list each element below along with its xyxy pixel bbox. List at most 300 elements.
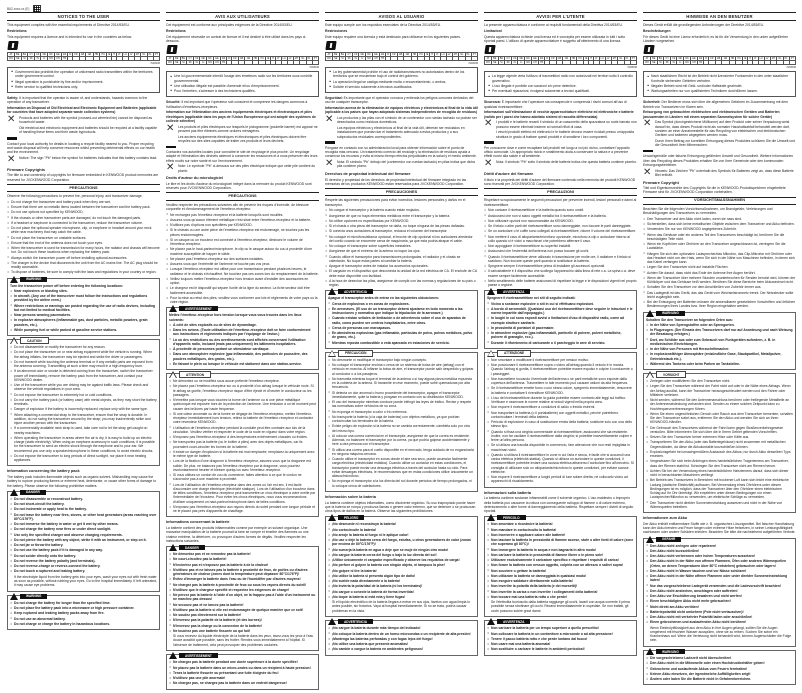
country-code-cell: [577, 61, 584, 65]
firmware-text: The title to and ownership of copyrights for firmware embedded in KENWOOD product memories are reserved for JVCKENWOOD Corporation.: [7, 173, 159, 182]
country-code-cell: [93, 57, 100, 61]
list-item: • En atmósferas explosivas (gas inflamable, partículas de polvo, polvos metálicos, polvo de grano, etc.).: [328, 331, 475, 340]
precautions-list: [643, 217, 796, 309]
list-item: • ¡No coloque la batería dentro de un horno microondas o un recipiente de alta presión!: [328, 632, 475, 636]
country-code-cell: HR: [571, 57, 576, 61]
battery-text: Der Akku enthält entflammbare Stoffe wie z. B. organisches Lösungsmittel. Bei falscher Handhabung kann der Akku bersten und Feuer fangen oder extreme Hitze freisetzen, in seiner Leistungsfähigkeit nachlassen oder andere Schäden erleiden. Beachten Sie bitte die nachstehend aufgeführten Verbote.: [643, 521, 796, 535]
firmware-text: Titel und Eigentumsrechte des Copyrights für die in KENWOOD-Produktspeichern eingebettete Firmware sind für JVCKENWOOD Corporation vorbehalten.: [643, 186, 786, 195]
list-item: • In Flugzeugen. (Der Einsatz des Transceivers darf nur auf Anordnung und nach Weisung der Besatzung erfolgen.): [646, 328, 793, 337]
warning-box: [325, 290, 478, 349]
list-item: • Non appoggiare il ricetrasmettitore su superfici instabili.: [484, 244, 637, 248]
list-item: • No transmita mientras toque el terminal de la antena o si hay alguna pieza metálica expuesta en la cubierta de la antena. Si transmite en ese momento, puede sufrir quemaduras por alta frecuencia.: [328, 377, 475, 390]
list-item: • ¡Mantenga las baterías perforadas y con fugas lejos del fuego!: [328, 637, 475, 641]
list-item: • In explosionsfähiger Atmosphäre (entzündliche Gase, Staubpartikel, Metallpulver, Getreidestaub etc.).: [646, 352, 793, 361]
restrictions-label: Restrictions: [166, 29, 186, 33]
list-item: • ¡No use o deje la batería cerca del fuego, estufas, u otros generadores de calor (zonas por encima de 80°C/176°F)!: [328, 538, 475, 547]
warning2-label: AVERTISSEMENT: [179, 653, 218, 658]
list-item: • Cuando utilice el transceptor para transmisiones prolongadas, el radiador y el chasis se calentarán. No toque estas partes al cambiar la batería.: [325, 255, 478, 264]
list-item: • Non utilizzare la batteria se danneggiata in qualsiasi modo!: [487, 574, 634, 578]
country-code-cell: CZ: [36, 53, 40, 56]
country-code-cell: TR: [699, 61, 703, 65]
list-item: • Non sostituire o caricare le batterie in ambienti pericolosi!: [487, 647, 634, 651]
list-item: • Non invertire la polarità della batteria (e dei morsetti)!: [487, 584, 634, 588]
country-code-cell: IE: [267, 57, 270, 61]
country-code-cell: EE: [56, 53, 60, 56]
list-item: • Do not leave the battery near fires, stoves, or other heat generators (areas reaching over 80°C/176°F).: [10, 513, 157, 522]
list-item: • Einen beschädigten Akku nicht mehr gebrauchen!: [646, 599, 793, 603]
country-code-cell: IS: [35, 57, 41, 61]
list-item: • À côté de sites explosifs ou de sites de dynamitage.: [169, 323, 316, 327]
list-item: • ¡No cargue la batería durante más tiempo del indicado!: [328, 626, 475, 630]
list-item: • Do not charge the battery for longer than the specified time.: [10, 601, 157, 605]
country-code-cell: FI: [705, 57, 708, 61]
notice-box: [643, 71, 796, 97]
list-item: • No transporte la batería (o la caja de baterías) con objetos metálicos, ya que podrían cortocircuitar los terminales de la batería.: [328, 415, 475, 424]
warning2-label: WARNING: [20, 594, 47, 599]
country-code-cell: ES: [540, 57, 544, 61]
weee-title: Entsorgung von gebrauchten elektrischen und elektronischen Geräten und Batterien (anzuwenden in Ländern mit einem separaten Sammelsystem für solche Geräte): [643, 110, 780, 119]
country-code-cell: HU: [419, 53, 423, 56]
country-row-1: [326, 53, 478, 57]
country-code-cell: [722, 61, 729, 65]
danger-box: [7, 491, 160, 592]
safety-text: Il est important que l'opérateur soit conscient et comprenne les dangers communs à l'utilisation d'émetteurs-récepteurs.: [166, 100, 308, 109]
safety-text: It is important that the operator is aware of, and understands, hazards common to the operation of any transceiver.: [7, 96, 148, 105]
list-item: • Transportieren Sie den Akku (oder das Batteriegehäuse) nicht zusammen mit metallischen Gegenständen, da diese die Akkukontakte kurzschließen können.: [646, 440, 793, 449]
list-item: • Wenn der Transceiver über mehrere Stunden ununterbrochen für Senden benutzt wird, können der Kühlkörper und das Gehäuse heiß werden. Berühren Sie diese Bereiche beim Akkuwechsel nicht.: [643, 276, 796, 285]
warning-triangle-icon: [646, 648, 654, 655]
black-bar-icon: [7, 137, 17, 140]
country-code-cell: LU: [441, 53, 445, 56]
country-code-cell: PL: [148, 53, 152, 56]
list-item: • Do not place the transceiver on unstable surfaces.: [7, 236, 160, 240]
country-code-cell: AT: [167, 57, 174, 61]
restrictions-text: Für dieses Gerät ist eine Lizenz erforderlich; es ist für die Verwendung in den unten aufgeführten Ländern vorgesehen.: [643, 34, 789, 43]
weee-text-1: Products and batteries with the symbol (crossed-out wheeled bin) cannot be disposed as household waste.: [19, 116, 153, 125]
list-item: • En aeronaves. (El uso de un transceptor deberá ajustarse en todo momento a las instrucciones y normativa que indique la tripulación de la aeronave.): [328, 307, 475, 316]
list-item: • Explosionsgefahr bei unsachgemäßem Austausch des Akkus; nur durch Akku desselben Typs ersetzen.: [646, 450, 793, 459]
list-item: • In explosive atmospheres (inflammable gas, dust particles, metallic powders, grain powders, etc.).: [10, 318, 157, 327]
list-item: • Batteriepolarität nicht umkehren (Pole nicht vertauschen)!: [646, 610, 793, 614]
country-code-cell: NO: [367, 57, 371, 60]
country-row-1: [485, 57, 637, 61]
list-item: ■ Government law prohibits the operation of unlicensed radio transmitters within the territories under government control.: [11, 70, 157, 79]
caution-label: CAUTION: [20, 337, 49, 344]
list-item: • Ne placez pas la batterie dans un micro-ondes ou dans un récipient à haute pression!: [169, 666, 316, 670]
warning2-label: WARNUNG: [656, 649, 685, 654]
list-item: • Dans les avions. (Toute utilisation de l'émetteur-récepteur doit se faire conformément aux instructions et règlements indiqués par l'équipage de l'avion.): [169, 328, 316, 337]
list-item: • Do not use the battery pack if it is damaged in any way.: [10, 548, 157, 552]
warning-box: [484, 290, 637, 349]
precautions-intro: Respete las siguientes precauciones para evitar incendios, lesiones personales y daños en el transceptor.: [325, 198, 466, 207]
precautions-intro: Veuillez respecter les précautions suivantes afin de prévenir les risques d'incendie, de blessure corporelle et d'endommagement de l'émetteur-récepteur.: [166, 202, 309, 211]
precautions-intro: Observe the following precautions to prevent fire, personal injury, and transceiver damage.: [7, 194, 143, 199]
list-item: ■ Une utilisation illégale est passible d'amende et/ou d'emprisonnement.: [170, 84, 316, 88]
weee-text-1: I prodotti e le batterie recanti il simbolo di un cassonetto della spazzatura su ruote barrato non possono essere eliminati insieme ai normali rifiuti di casa.: [496, 120, 637, 129]
list-item: • Den Akku nicht kurzschließen!: [646, 549, 793, 553]
country-code-cell: FI: [69, 53, 72, 56]
list-item: • Während des Tankens oder beim Parken an Tankstellen.: [646, 362, 793, 366]
safety-text: Es importante que el operador conozca y entienda los peligros comunes derivados del uso de cualquier transceptor.: [325, 96, 474, 105]
restrictions-label: Restrictions: [7, 29, 27, 33]
black-bar-icon: [166, 146, 176, 149]
country-code-cell: RO: [9, 57, 13, 60]
country-code-cell: HR: [730, 57, 735, 61]
list-item: • Non posizionare il ricetrasmettitore sopra o vicino all'airbag quando il veicolo è in marcia. Quando l'airbag si gonfia, il ricetrasmettitore potrebbe essere espulso e colpire il conducente o i passeggeri.: [487, 363, 634, 376]
list-item: • Cerca de personas con marcapasos.: [328, 326, 475, 330]
country-code-standard: ISO3166: [150, 62, 160, 65]
directive-intro: This equipment complies with the essential requirements of Directive 2014/53/EU.: [7, 23, 130, 28]
warning-triangle-icon: [487, 288, 495, 295]
weee-text-3: Unsachgemäße oder falsche Entsorgung gefährden Umwelt und Gesundheit. Weitere Informationen über das Recycling dieses Produktes erhalten Sie von Ihrer Gemeinde oder den kommunalen Entsorgungsbetrieben.: [643, 154, 794, 167]
list-item: • À proximité de personnes portant un stimulateur cardiaque.: [169, 347, 316, 351]
list-item: • N'inversez pas la polarité de la batterie (et des bornes)!: [169, 618, 316, 622]
list-item: • Si une odeur anormale ou de la fumée se dégage de l'émetteur-récepteur, mettez l'émetteur-récepteur immédiatement hors tension, retirez la batterie de l'émetteur-récepteur et contactez votre revendeur KENWOOD.: [169, 412, 316, 425]
country-code-cell: CH: [533, 61, 537, 65]
country-code-cell: [770, 61, 777, 65]
country-row-1: [644, 57, 796, 61]
country-code-cell: NO: [49, 57, 53, 60]
country-code-cell: FR: [392, 53, 396, 56]
list-item: • Do not place the optional speaker microphone, clip, or earphone or headset around your neck while near machinery that may catch the cable.: [7, 226, 160, 235]
restrictions-text: Cet équipement nécessite un contrat de licence et il est destiné à être utilisé dans les pays ci-dessous.: [166, 34, 307, 43]
list-item: • Danger of explosion if the battery is incorrectly replaced; replace only with the same type.: [10, 407, 157, 411]
country-code-cell: SI: [498, 61, 505, 65]
country-code-cell: LV: [765, 57, 769, 61]
list-item: • Le chargeur est le dispositif qui sépare l'unité de la ligne du secteur. La fiche secteur doit être facilement accessible.: [166, 286, 319, 295]
restrictions-text: Questa apparecchiatura richiede una licenza ed è concepita per essere utilizzata in tutti i sotto riportati paesi. L'utilizzo di queste apparecchiature è soggetto all'ottenimento di una licenza.: [484, 34, 626, 43]
country-code-cell: [79, 57, 86, 61]
battery-warning-box: [7, 595, 160, 630]
list-item: • In der Nähe von Sprengstoffen oder an Sprengorten.: [646, 323, 793, 327]
precautions-title: PRECAUCIONES: [325, 188, 478, 196]
list-item: • L'utilisation de l'émetteur-récepteur pendant la conduite peut être contraire aux lois de la circulation. Veuillez vérifier et respecter le code de la route en vigueur dans votre région.: [169, 426, 316, 435]
danger-note: Si vous recevez du liquide électrolyte de la batterie dans les yeux, lavez-vous les yeux à l'eau douce aussitôt que possible, sans les frotter. Rendez-vous immédiatement à l'hôpital. Si l'absence de traitement, cela peut provoquer des problèmes oculaires.: [173, 634, 314, 647]
list-item: • No utilice opciones no especificadas por KENWOOD.: [325, 219, 478, 223]
list-item: • Assurez-vous qu'aucun élément métallique n'est situé entre l'émetteur-récepteur et la batterie.: [166, 218, 319, 222]
list-item: ■ Solicite el servicio solamente a técnicos cualificados.: [329, 85, 475, 89]
list-item: • Do not short-circuit the battery.: [10, 502, 157, 506]
list-item: • Ne chargez pas, ne chargez pas la batterie dans un endroit dangereux!: [169, 681, 316, 685]
country-code-cell: SK: [665, 61, 669, 65]
country-code-cell: IT: [590, 57, 593, 61]
country-code-cell: [570, 61, 577, 65]
column-title: HINWEISE AN DEN BENUTZER: [643, 12, 796, 21]
black-bar-icon: [325, 141, 335, 144]
list-item: ■ Refer service to qualified technicians only.: [11, 85, 157, 89]
list-item: • Den Transceiver nicht direkter Sonneneinstrahlung aussetzen und nicht in der Nähe von Wärmequellen betreiben.: [646, 501, 793, 510]
country-code-cell: [452, 57, 459, 61]
list-item: • ¡No perfore ni golpee la batería con ningún objeto, ni tampoco la pise!: [328, 563, 475, 567]
country-code-cell: IE: [426, 53, 429, 56]
country-code-cell: NL: [142, 53, 146, 56]
precautions-title: PRECAUTIONS: [7, 184, 160, 192]
country-code-cell: NO: [526, 61, 530, 65]
precautions-list: [7, 200, 160, 275]
country-code-cell: CY: [29, 53, 33, 56]
country-code-cell: AT: [326, 53, 333, 57]
country-row-1: [167, 57, 319, 61]
list-item: • Der Gebrauch des Transceivers während der Fahrt kann gegen Straßenverkehrsgesetze verstoßen. Bitte informieren Sie sich über die in Ihrem Gebiet geltenden Vorschriften.: [646, 426, 793, 435]
list-item: • Dans une atmosphère explosive (gaz inflammable, des particules de poussière, des poudres métalliques, des grains, etc.).: [169, 352, 316, 361]
firmware-text: Le titre et les droits d'auteur du micrologiciel intégré dans la mémoire du produit KENWOOD sont réservés pour JVCKENWOOD Corporation.: [166, 181, 312, 191]
firmware-title: Firmware Copyrights: [7, 167, 45, 172]
list-item: • Là où des restrictions ou des avertissements sont affichés concernant l'utilisation d'appareils radio, incluant (mais pas uniquement) les bâtiments hospitaliers.: [169, 338, 316, 347]
country-row-2: [167, 61, 319, 65]
danger-note: Wenn Elektrolytflüssigkeit aus dem Akku in Ihre Augen gelangt, sollten Sie die Augen umgehend mit frischem Wasser ausspülen, ohne sie zu reiben. Suchen Sie sofort ein Krankenhaus auf. Wenn die Verletzung nicht behandelt wird, können Augenschäden die Folge sein.: [650, 625, 792, 643]
list-item: • El cargador es el dispositivo que desconecta la unidad de la red eléctrica de CA. El enchufe de CA debe estar disponible con facilidad.: [325, 269, 478, 278]
country-code-cell: SK: [347, 57, 351, 60]
list-item: • Do not solder directly onto the battery.: [10, 554, 157, 558]
list-item: • Tenere il pacco batteria rotto e che perde lontano dal fuoco!: [487, 637, 634, 641]
weee-text-4: Notice: The sign "Pb" below the symbol for batteries indicates that this battery contains lead.: [19, 155, 158, 160]
language-column-es: [325, 12, 478, 693]
notice-box: [484, 71, 637, 97]
list-item: • Den Akku nicht in der Nähe offener Flammen oder unter direkter Sonneneinstrahlung laden!: [646, 574, 793, 583]
caution-box: [166, 373, 319, 517]
country-code-cell: CH: [374, 57, 378, 60]
list-item: • Pericolo di esplosione in caso di sostituzione errata della batteria; sostituire solo con una dello stesso tipo.: [487, 420, 634, 429]
country-code-cell: NL: [301, 57, 305, 61]
list-item: • Non trasportare la batteria (o il portabatterie) con oggetti metallici, perché potrebbero cortocircuitare i terminali della batteria.: [487, 411, 634, 420]
danger-label: DANGER: [179, 545, 205, 550]
warning-triangle-icon: [328, 288, 336, 295]
list-item: • Ne chargez pas la batterie à proximité de feux ou sous les rayons directs du soleil!: [169, 583, 316, 587]
notice-box: [325, 67, 478, 93]
manual-book-icon: [325, 41, 336, 50]
list-item: • No desmonte ni modifique el transceptor bajo ningún concepto.: [328, 358, 475, 362]
list-item: • Use of the transceiver while you are driving may be against traffic laws. Please check and observe the vehicle regulations in your area.: [10, 383, 157, 392]
safety-text: È importante che l'operatore sia consapevole e comprenda i rischi comuni all'uso di qualsiasi ricetrasmettitore.: [484, 100, 627, 109]
list-item: • Den Akku nicht zerlegen oder reparieren!: [646, 544, 793, 548]
country-code-standard: ISO3166: [627, 66, 637, 70]
restrictions-text: Este equipo requiere una licencia y está destinado para utilizarse en los siguientes países.: [325, 34, 461, 39]
battery-title: Informazioni sulla batteria: [484, 490, 532, 495]
country-code-cell: DK: [367, 53, 371, 56]
battery-title: Informationen zum Akku: [643, 516, 688, 521]
battery-bin-pb-icon: [166, 164, 176, 174]
country-code-cell: SK: [29, 57, 33, 60]
black-bar-icon: [484, 141, 494, 144]
warning-label: WARNING: [20, 277, 47, 282]
danger-triangle-icon: [646, 536, 654, 543]
list-item: • If the chassis or other transceiver parts are damaged, do not touch the damaged parts.: [7, 216, 160, 220]
country-code-cell: ES: [222, 57, 226, 61]
caution-box: [484, 352, 637, 488]
warning2-label: AVVERTENZA: [497, 619, 530, 624]
country-code-cell: PT: [154, 53, 158, 56]
country-code-cell: GR: [723, 57, 728, 61]
safety-label: Sécurité:: [166, 100, 181, 105]
country-code-cell: NO: [685, 61, 689, 65]
country-code-cell: MT: [453, 53, 458, 56]
crossed-bin-icon: [325, 116, 335, 126]
list-item: • Spegnere sempre il ricetrasmettitore prima di installare gli accessori opzionali.: [484, 264, 637, 268]
list-item: • No coloque el transceptor encima o cerca de un sistema de bolsa de aire (airbag) con el vehículo en marcha. Al inflarse la bolsa de aire, el transceptor puede salir despedido y golpear al conductor o a los pasajeros.: [328, 363, 475, 376]
crossed-bin-icon: [7, 116, 17, 126]
crossed-bin-icon: [643, 120, 653, 130]
country-code-cell: LT: [117, 53, 121, 56]
list-item: • Non esporre il ricetrasmettitore a condizioni di caldo o freddo estremi.: [487, 405, 634, 409]
country-code-cell: DE: [360, 53, 364, 56]
battery-text: La batterie contient des produits inflammables comme par exemple un solvant organique. Une mauvaise manipulation de la batterie pourrait la faire se rompre et émettre des flammes ou une chaleur extrême, la détériorer, ou provoquer d'autres formes de dégâts. Veuillez respecter les instructions suivantes.: [166, 526, 309, 543]
list-item: • No exponga el transceptor a la luz directa del sol durante periodos de tiempo prolongados, ni lo coloque cerca de calefactores.: [328, 479, 475, 488]
list-item: • Bei Betrieb des Transceivers in Bereichen mit trockener Luft kann sich leicht eine elektrische Ladung (statische Elektrizität) aufbauen. Bei Verwendung eines Ohrhörers unter diesen Bedingungen ist es möglich, dass der Transceiver über den Ohrhörer einen elektrischen Schlag auf Ihr Ohr überträgt. Wir empfehlen unter diesen Bedingungen nur einen Lautsprecher/Mikrofon zu verwenden, um elektrische Schläge zu vermeiden.: [646, 478, 793, 499]
country-code-cell: FR: [710, 57, 714, 61]
country-code-cell: SE: [493, 61, 497, 65]
safety-text: Der Bediener muss sich über die allgemeinen Gefahren im Zusammenhang mit dem Betrieb von Transceivern im Klaren sein.: [643, 100, 788, 109]
list-item: • N'utilisez pas une pile anormale!: [169, 676, 316, 680]
country-code-cell: [411, 57, 418, 61]
warning-triangle-icon: [328, 618, 336, 625]
list-item: • Évitez d'immerger la batterie dans l'eau ou de l'humidifier par d'autres moyens!: [169, 577, 316, 581]
list-item: ■ Nach staatlichem Recht ist der Betrieb nicht lizenzierter Funksender in den unter staatlicher Kontrolle stehenden Gebieten verboten.: [647, 74, 793, 83]
country-code-cell: IT: [749, 57, 752, 61]
list-item: • Cuando utilice el transceptor en zonas donde el aire sea seco, puede acumular fácilmente carga eléctrica (electricidad estática). Cuando utilice un auricular en estas condiciones, el transceptor puede enviar una descarga eléctrica a través del auricular hasta su oído. Para evitar descargas eléctricas, le recomendamos que en estas condiciones utilice únicamente un altavoz/micrófono.: [328, 457, 475, 478]
directive-intro: La presente apparecchiatura è conforme ai requisiti fondamentali della Direttiva 2014/53/EU.: [484, 23, 623, 28]
country-code-cell: GR: [564, 57, 569, 61]
restrictions-text: This equipment requires a licence and is intended for use in the countries as below.: [7, 34, 132, 39]
warning-triangle-icon: [169, 652, 177, 659]
country-code-cell: [630, 61, 636, 65]
country-code-cell: LU: [123, 53, 127, 56]
country-row-2: [644, 61, 796, 65]
warning-lead: Apague el transceptor antes de entrar en las siguientes ubicaciones:: [328, 296, 439, 301]
list-item: • Ne démontez pas et ne remontez pas la batterie!: [169, 552, 316, 556]
country-code-cell: DE: [201, 57, 205, 61]
country-code-cell: BG: [340, 53, 345, 56]
country-code-cell: LT: [594, 57, 598, 61]
list-item: • Ne placez pas l'émetteur-récepteur sur ou à proximité d'un airbag lorsque le véhicule roule. Si le airbag se gonfle, l'émetteur-récepteur risque d'être éjecté et d'heurter le conducteur ou les passagers.: [169, 384, 316, 397]
country-code-cell: IE: [744, 57, 747, 61]
battery-text: La batería contiene objetos inflamables, como disolvente orgánico. Su uso inapropiado puede hacer que la batería se rompa y produzca llamas o genere calor extremo, que se deteriore o se produzcan otros tipos de daños en la batería. Observe las siguientes prohibiciones.: [325, 500, 476, 514]
list-item: • Non usare mai una batteria anomala!: [487, 642, 634, 646]
country-code-cell: SK: [506, 61, 510, 65]
precautions-list: [484, 208, 637, 287]
country-code-cell: IE: [108, 53, 111, 56]
list-item: • Einen gebrochenen und auslaufenden Akku nicht berühren!: [646, 620, 793, 624]
country-code-cell: SE: [652, 61, 656, 65]
country-code-cell: TR: [63, 57, 67, 60]
list-item: • Den Akku nicht in der Nähe von offenen Flammen, Öfen oder anderen Wärmequellen (Orten, an denen Temperaturen über 80°C entstehen) gebrauchen oder lagern!: [646, 559, 793, 568]
country-code-cell: TR: [540, 61, 544, 65]
country-code-cell: TR: [222, 61, 226, 65]
danger-triangle-icon: [169, 544, 177, 551]
weee-text-4: Hinweis: Das Zeichen "Pb" unterhalb des Symbols für Batterien zeigt an, dass diese Batterie Blei enthält.: [655, 168, 794, 177]
list-item: • Do not place the transceiver on or near airbag equipment while the vehicle is running. When the airbag inflates, the transceiver may be ejected and strike the driver or passengers.: [10, 350, 157, 359]
country-code-cell: LV: [129, 53, 133, 56]
warning-box: [7, 278, 160, 337]
list-item: • Pour la mise au rebut des piles, veuillez vous conformer aux lois et règlements de votre pays ou la votre région.: [166, 296, 319, 305]
list-item: • Ne secouez pas et ne lancez pas la batterie!: [169, 603, 316, 607]
list-item: • Assicurarsi che non vi siano oggetti metallici tra il ricetrasmettitore e la batteria.: [484, 214, 637, 218]
country-code-cell: LU: [600, 57, 604, 61]
danger-box: [643, 538, 796, 648]
battery-title: Information concerning the battery pack: [7, 469, 80, 474]
country-code-cell: IT: [113, 53, 116, 56]
battery-bin-pb-icon: [484, 160, 494, 170]
list-item: ■ Wartungsarbeiten nur von qualifizierten Technikern durchführen lassen.: [647, 89, 793, 93]
country-code-cell: BE: [175, 57, 179, 61]
list-item: • Asegúrese de que no haya elementos metálicos entre el transceptor y la batería.: [325, 214, 478, 218]
list-item: • Non smontare o modificare il ricetrasmettitore per nessun motivo.: [487, 358, 634, 362]
list-item: • Do not expose the transceiver to long periods of direct sunlight, nor place it near heating appliances.: [10, 454, 157, 463]
danger-triangle-icon: [487, 514, 495, 521]
directive-intro: Cet équipement est conforme aux principales exigences de la Directive 2014/53/EU.: [166, 23, 293, 28]
country-code-cell: LI: [359, 57, 366, 61]
list-item: • ¡No cargue la batería cerca del fuego o bajo la luz directa del sol!: [328, 553, 475, 557]
list-item: • Do not place the battery pack into a microwave or high pressure container.: [10, 606, 157, 610]
country-code-cell: DE: [678, 57, 682, 61]
battery-bin-pb-icon: [325, 160, 335, 170]
list-item: • ¡No cambie o cargue la batería en ambientes peligrosos!: [328, 647, 475, 651]
language-column-en: [7, 12, 160, 693]
notice-box: [166, 71, 319, 97]
country-code-cell: BE: [334, 53, 338, 56]
country-code-cell: AT: [8, 53, 15, 57]
list-item: • Do not incinerate or apply heat to the battery.: [10, 507, 157, 511]
country-code-cell: GB: [239, 57, 244, 61]
country-code-cell: IS: [353, 57, 359, 61]
country-code-cell: LV: [606, 57, 610, 61]
language-column-de: [643, 12, 796, 693]
list-item: • Do not immerse the battery in water or get it wet by other means.: [10, 522, 157, 526]
list-item: • Se il ricetrasmettitore emette fumo o uno strano odore, spegnerlo immediatamente, rimuovere la batteria e contattare il rivenditore KENWOOD.: [487, 386, 634, 395]
manual-book-icon: [643, 45, 654, 54]
warning-triangle-icon: [646, 310, 654, 317]
list-item: • Se il telaio o altre parti del ricetrasmettitore sono danneggiate, non toccare le parti danneggiate.: [484, 224, 637, 228]
list-item: • Do not disassemble or modify the transceiver for any reason.: [10, 345, 157, 349]
list-item: • N'utilisez pas la batterie si elle est endommagée de quelque manière que ce soit!: [169, 608, 316, 612]
list-item: • Ne percez pas la batterie à l'aide d'un objet, ne la frappez pas à l'aide d'un instrument ou ne marchez pas dessus!: [169, 593, 316, 602]
list-item: • Nello smaltimento delle batterie assicurarsi di rispettare la legge e le disposizioni vigenti nel proprio paese o regione.: [484, 279, 637, 288]
country-code-cell: GB: [398, 53, 403, 56]
list-item: • Non caricare la batteria per un tempo superiore a quello prescritto!: [487, 626, 634, 630]
list-item: • Non eseguire saldature direttamente sulla batteria!: [487, 579, 634, 583]
list-item: • Si utiliza una correa para el cuello disponible en el mercado, tenga cuidado de no engancharla en ninguna máquina cercana.: [328, 448, 475, 457]
country-code-cell: DE: [42, 53, 46, 56]
country-code-cell: FR: [74, 53, 78, 56]
weee-text-3: Contact your local authority for details in locating a recycle facility nearest to you. Proper recycling and waste disposal will help conserve resources whilst preventing detrimental effects on our health and the environment.: [7, 141, 155, 154]
list-item: • Nicht senden, während Sie den Antennenanschluss berühren oder freiliegende Metallteile an der Antennenabdeckung vorhanden sind. Senden zu einem solchen Zeitpunkt kann zu Hochfrequenzverbrennungen führen.: [646, 398, 793, 411]
country-code-cell: BG: [658, 57, 663, 61]
country-code-cell: NL: [778, 57, 782, 61]
country-code-cell: BG: [499, 57, 504, 61]
country-code-cell: DK: [208, 57, 212, 61]
list-item: • Den Akku nicht mit verkehrter Polarität laden oder anschließen!: [646, 615, 793, 619]
country-code-cell: SE: [175, 61, 179, 65]
list-item: • Das Ladegerät ist das Gerät, das das Gerät vom Wechselstromnetz trennt. Der Netzstecker sollte leicht zugänglich sein.: [643, 291, 796, 300]
country-code-cell: GR: [87, 53, 92, 56]
list-item: • Existe peligro de explosión si la batería no se cambia correctamente; cámbiela solo por otra del mismo tipo.: [328, 424, 475, 433]
country-code-cell: [100, 57, 107, 61]
country-code-standard: ISO3166: [468, 62, 478, 65]
battery-text: La batteria contiene sostanze infiammabili come il solvente organico. L'uso maldestro o improprio della batteria può causarne la rottura con conseguente sviluppo di fiamme o di calore estremo, deterioramento o altre forme di danneggiamento della batteria. Rispettare sempre i divieti di seguito riportati.: [484, 496, 634, 514]
country-code-cell: IT: [431, 53, 434, 56]
country-code-cell: CY: [665, 57, 669, 61]
country-code-cell: [293, 61, 300, 65]
list-item: • Si vous utilisez un cordon de cou du commerce, faites attention à ce que le cordon ne s'accroche pas à une machine à proximité.: [169, 473, 316, 482]
country-row-2: [8, 57, 160, 61]
list-item: • Quando si fissa una cinghia commerciale al ricetrasmettitore, assicurarsi che sia resistente. Inoltre, non far oscillare il ricetrasmettitore dalla cinghia; si potrebbe inavvertitamente colpire e ferire un'altra persona.: [487, 430, 634, 443]
country-code-cell: LI: [200, 61, 207, 65]
country-code-cell: ES: [381, 53, 385, 56]
warning-triangle-icon: [10, 593, 18, 600]
warning-box: [643, 312, 796, 371]
country-code-cell: HU: [578, 57, 582, 61]
firmware-title: Droits d'auteur du micrologiciel: [166, 176, 224, 181]
list-item: • Achten Sie darauf, dass nicht das Ende der Antenne Ihre Augen berührt.: [643, 271, 796, 275]
